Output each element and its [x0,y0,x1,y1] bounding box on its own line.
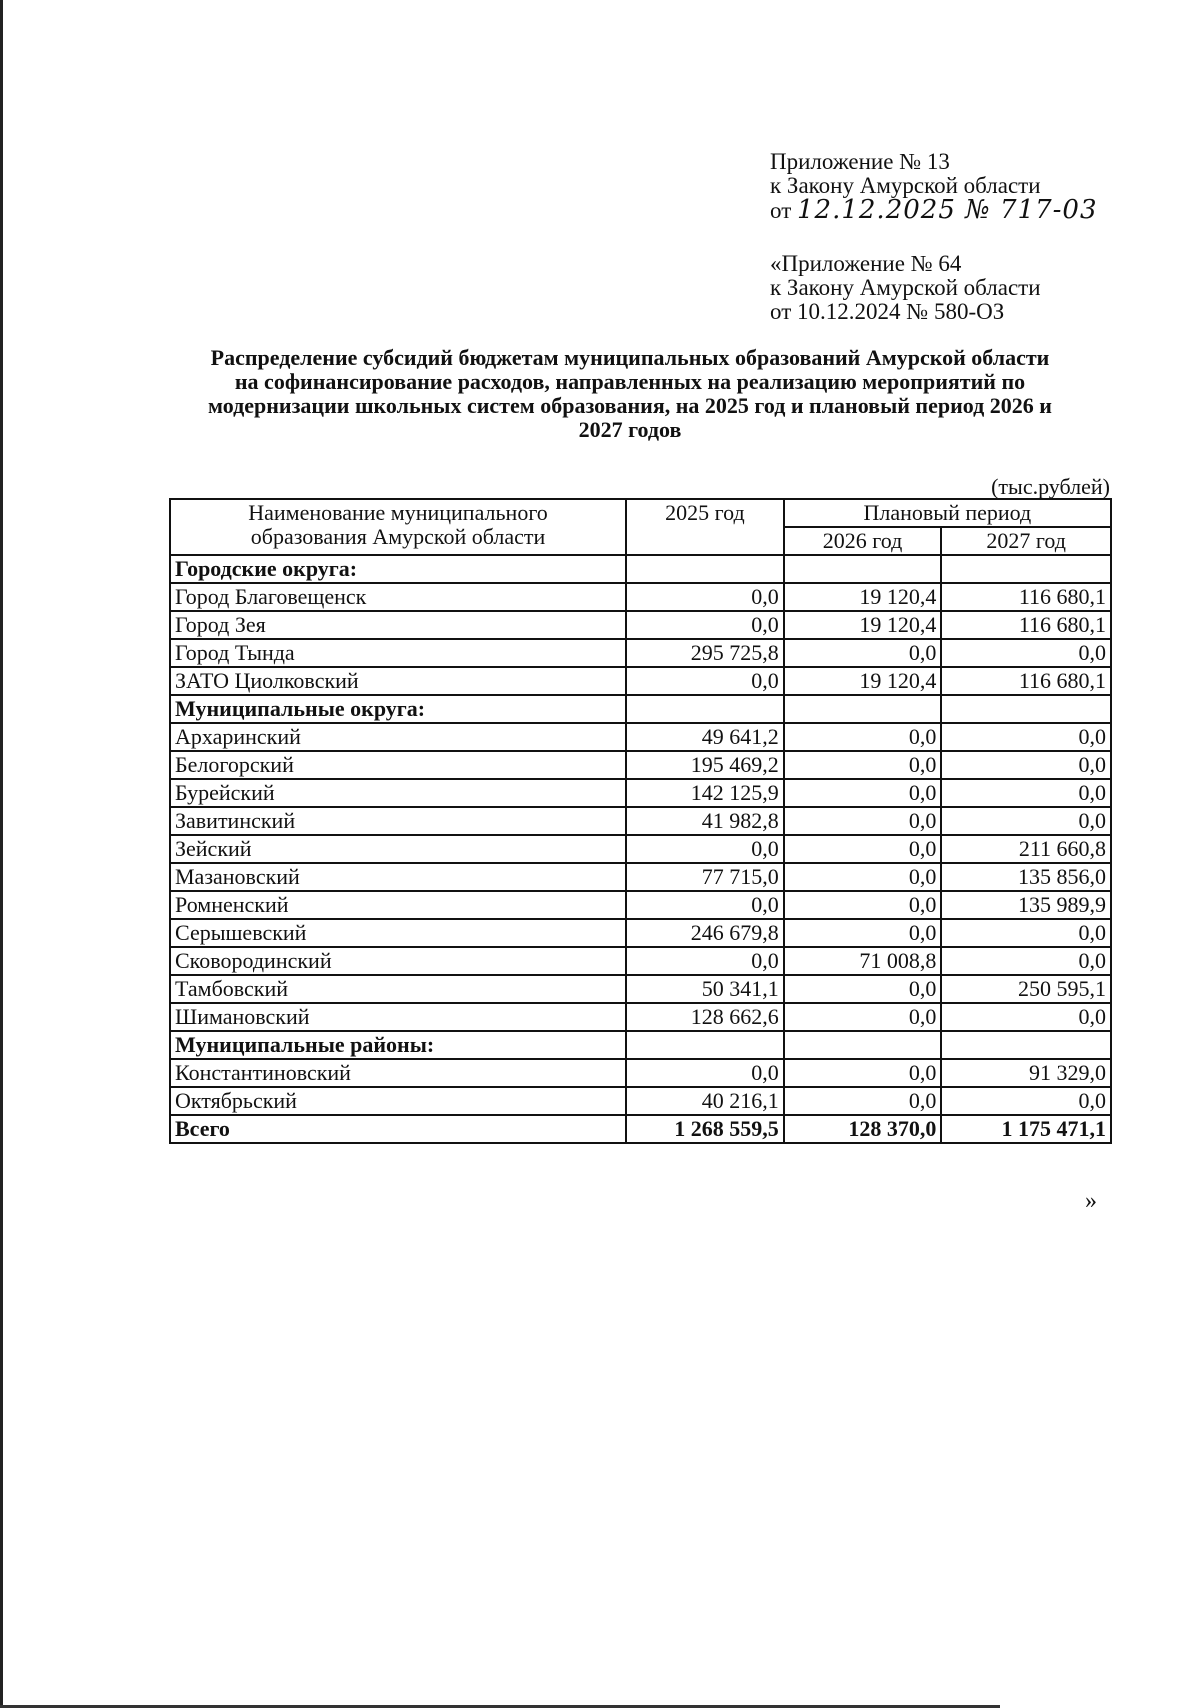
document-title [150,346,1110,442]
cell-name: Город Тында [170,639,626,667]
title-line4: 2027 годов [578,417,682,442]
cell-2026: 0,0 [784,1059,942,1087]
group-empty-cell [941,695,1111,723]
table-row [170,919,1111,947]
group-label: Муниципальные округа: [170,695,626,723]
table-header-row [170,499,1111,527]
table-row [170,863,1111,891]
subsidy-table [169,498,1112,1144]
table-row [170,1087,1111,1115]
cell-2025: 295 725,8 [626,639,784,667]
appendix-13-line2: к Закону Амурской области [770,173,1041,198]
cell-2027: 135 856,0 [941,863,1111,891]
closing-quote: » [1085,1188,1097,1214]
table-row [170,947,1111,975]
header-name-line1: Наименование муниципального [248,500,548,525]
appendix-13-header [770,150,1098,223]
group-empty-cell [784,1031,942,1059]
cell-2027: 0,0 [941,779,1111,807]
cell-2025: 49 641,2 [626,723,784,751]
appendix-64-header [770,252,1041,324]
cell-name: Архаринский [170,723,626,751]
group-empty-cell [784,695,942,723]
cell-2027: 116 680,1 [941,667,1111,695]
cell-2027: 116 680,1 [941,611,1111,639]
appendix-64-line1: «Приложение № 64 [770,251,962,276]
group-empty-cell [626,695,784,723]
cell-2025: 40 216,1 [626,1087,784,1115]
cell-2027: 211 660,8 [941,835,1111,863]
group-empty-cell [626,1031,784,1059]
cell-2027: 250 595,1 [941,975,1111,1003]
appendix-64-line3: от 10.12.2024 № 580-ОЗ [770,299,1005,324]
cell-2025: 0,0 [626,583,784,611]
cell-2026: 0,0 [784,863,942,891]
total-row [170,1115,1111,1143]
table-row [170,779,1111,807]
cell-name: Шимановский [170,1003,626,1031]
table-row [170,1059,1111,1087]
cell-2025: 195 469,2 [626,751,784,779]
group-empty-cell [941,1031,1111,1059]
table-row [170,751,1111,779]
group-label: Муниципальные районы: [170,1031,626,1059]
cell-2026: 0,0 [784,891,942,919]
cell-2027: 0,0 [941,807,1111,835]
cell-2027: 0,0 [941,947,1111,975]
cell-name: Сковородинский [170,947,626,975]
cell-2026: 0,0 [784,723,942,751]
appendix-13-date-prefix: от [770,198,792,223]
table-row [170,1003,1111,1031]
cell-name: Белогорский [170,751,626,779]
group-row [170,555,1111,583]
group-label: Городские округа: [170,555,626,583]
cell-2025: 0,0 [626,835,784,863]
cell-2026: 19 120,4 [784,583,942,611]
cell-name: Серышевский [170,919,626,947]
cell-name: Зейский [170,835,626,863]
cell-name: Завитинский [170,807,626,835]
group-empty-cell [784,555,942,583]
handwritten-date-number: 12.12.2025 № 717-03 [797,195,1098,225]
cell-name: Мазановский [170,863,626,891]
cell-2027: 116 680,1 [941,583,1111,611]
cell-name: Тамбовский [170,975,626,1003]
cell-2027: 0,0 [941,1003,1111,1031]
cell-name: Город Благовещенск [170,583,626,611]
cell-name: Город Зея [170,611,626,639]
appendix-64-line2: к Закону Амурской области [770,275,1041,300]
group-row [170,695,1111,723]
appendix-13-line3 [770,195,1098,225]
cell-2026: 0,0 [784,1003,942,1031]
cell-2025: 246 679,8 [626,919,784,947]
cell-2026: 71 008,8 [784,947,942,975]
cell-2026: 19 120,4 [784,611,942,639]
title-line3: модернизации школьных систем образования, на 2025 год и плановый период 2026 и [208,393,1052,418]
cell-2025: 0,0 [626,891,784,919]
table-row [170,807,1111,835]
cell-2025: 77 715,0 [626,863,784,891]
cell-2027: 0,0 [941,1087,1111,1115]
total-cell-2027: 1 175 471,1 [941,1115,1111,1143]
table-row [170,611,1111,639]
cell-2027: 135 989,9 [941,891,1111,919]
total-cell-2025: 1 268 559,5 [626,1115,784,1143]
table-row [170,583,1111,611]
cell-2025: 142 125,9 [626,779,784,807]
cell-name: Октябрьский [170,1087,626,1115]
table-row [170,639,1111,667]
cell-2025: 128 662,6 [626,1003,784,1031]
cell-2026: 0,0 [784,975,942,1003]
appendix-13-line1: Приложение № 13 [770,149,950,174]
cell-2025: 41 982,8 [626,807,784,835]
cell-2025: 0,0 [626,667,784,695]
total-label: Всего [170,1115,626,1143]
cell-name: ЗАТО Циолковский [170,667,626,695]
scan-edge-left [0,0,3,1708]
group-row [170,1031,1111,1059]
cell-2026: 0,0 [784,639,942,667]
header-2027: 2027 год [941,527,1111,555]
cell-2025: 0,0 [626,1059,784,1087]
table-row [170,975,1111,1003]
cell-2027: 0,0 [941,639,1111,667]
cell-name: Ромненский [170,891,626,919]
table-row [170,723,1111,751]
cell-name: Константиновский [170,1059,626,1087]
cell-2026: 0,0 [784,779,942,807]
cell-2027: 91 329,0 [941,1059,1111,1087]
table-row [170,667,1111,695]
header-planned-period: Плановый период [784,499,1111,527]
cell-2025: 0,0 [626,611,784,639]
cell-2027: 0,0 [941,751,1111,779]
cell-name: Бурейский [170,779,626,807]
header-name [170,499,626,555]
cell-2026: 0,0 [784,751,942,779]
title-line1: Распределение субсидий бюджетам муниципальных образований Амурской области [210,345,1050,370]
cell-2026: 0,0 [784,835,942,863]
cell-2026: 19 120,4 [784,667,942,695]
table-row [170,835,1111,863]
cell-2027: 0,0 [941,723,1111,751]
cell-2026: 0,0 [784,919,942,947]
cell-2025: 50 341,1 [626,975,784,1003]
cell-2025: 0,0 [626,947,784,975]
cell-2026: 0,0 [784,807,942,835]
header-2026: 2026 год [784,527,942,555]
header-2025: 2025 год [626,499,784,555]
title-line2: на софинансирование расходов, направленных на реализацию мероприятий по [234,369,1026,394]
header-name-line2: образования Амурской области [250,524,546,549]
group-empty-cell [626,555,784,583]
cell-2027: 0,0 [941,919,1111,947]
group-empty-cell [941,555,1111,583]
total-cell-2026: 128 370,0 [784,1115,942,1143]
unit-label: (тыс.рублей) [991,474,1110,499]
table-row [170,891,1111,919]
cell-2026: 0,0 [784,1087,942,1115]
